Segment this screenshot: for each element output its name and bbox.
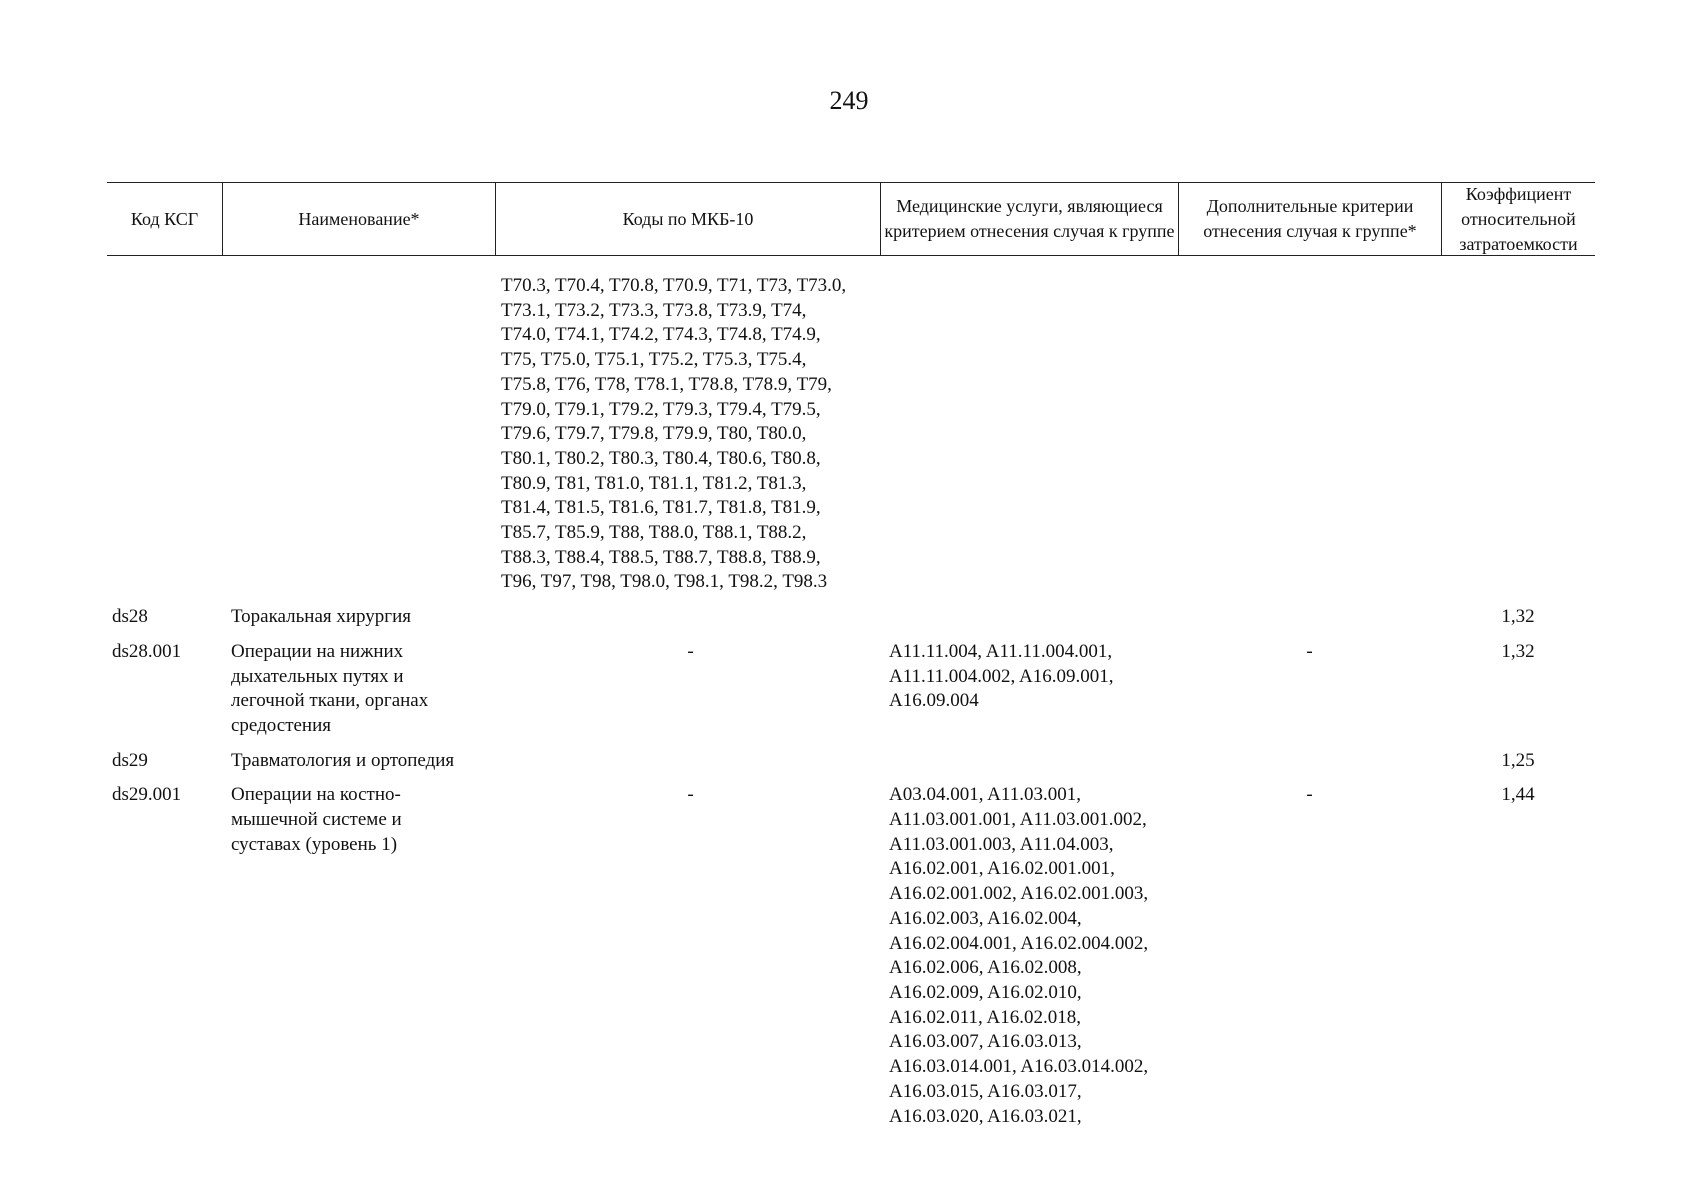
table-header [107,182,1595,256]
icd-codes-line: T80.1, T80.2, T80.3, T80.4, T80.6, T80.8, [501,447,821,469]
medical-services-line: A16.02.004.001, A16.02.004.002, [889,932,1149,954]
additional-criteria: - [1306,784,1313,806]
medical-services-line: A11.03.001.003, A11.04.003, [889,833,1114,855]
table-row [107,274,1595,595]
icd-codes-line: T75, T75.0, T75.1, T75.2, T75.3, T75.4, [501,349,807,371]
medical-services-line: A16.02.003, A16.02.004, [889,907,1082,929]
medical-services [880,274,1178,595]
ksg-name [222,640,495,739]
table-row [107,640,1595,739]
medical-services-line: A11.11.004, A11.11.004.001, [889,640,1113,662]
ksg-name-line: мышечной системе и [231,809,402,831]
coefficient: 1,25 [1501,749,1535,771]
icd-codes: - [687,784,694,806]
ksg-name-line: суставах (уровень 1) [231,833,398,855]
medical-services-line: A16.02.001.002, A16.02.001.003, [889,883,1149,905]
header-name: Наименование* [222,183,495,255]
ksg-table [107,182,1595,1129]
icd-codes-line: T96, T97, T98, T98.0, T98.1, T98.2, T98.3 [501,571,828,593]
medical-services-line: A11.11.004.002, A16.09.001, [889,665,1114,687]
ksg-name-line: Операции на костно- [231,784,401,806]
medical-services-line: A16.03.007, A16.03.013, [889,1031,1082,1053]
ksg-name [222,274,495,595]
icd-codes [495,605,880,630]
icd-codes: - [687,640,694,662]
icd-codes-line: T79.0, T79.1, T79.2, T79.3, T79.4, T79.5, [501,398,821,420]
table-body [107,274,1595,1129]
ksg-name [222,783,495,1129]
medical-services [880,605,1178,630]
medical-services [880,749,1178,774]
icd-codes-line: T74.0, T74.1, T74.2, T74.3, T74.8, T74.9, [501,324,821,346]
medical-services-line: A16.02.006, A16.02.008, [889,957,1082,979]
ksg-name-line: Травматология и ортопедия [231,749,455,771]
header-code: Код КСГ [130,208,199,229]
additional-criteria [1178,274,1441,595]
medical-services [880,640,1178,739]
additional-criteria: - [1306,640,1313,662]
header-coefficient: Коэффициент относительной затратоемкости [1441,183,1595,255]
table-row [107,783,1595,1129]
ksg-name-line: средостения [231,714,332,736]
table-row [107,749,1595,774]
medical-services-line: A16.09.004 [889,690,979,712]
ksg-code: ds29 [112,749,148,771]
ksg-code: ds29.001 [112,784,182,806]
header-icd: Коды по МКБ-10 [495,183,880,255]
medical-services-line: A16.03.015, A16.03.017, [889,1080,1082,1102]
medical-services-line: A11.03.001.001, A11.03.001.002, [889,809,1147,831]
icd-codes-line: T70.3, T70.4, T70.8, T70.9, T71, T73, T73.0, [501,275,847,296]
ksg-code: ds28.001 [112,640,182,662]
coefficient [1441,274,1595,595]
page-number: 249 [829,86,869,115]
medical-services-line: A16.02.011, A16.02.018, [889,1006,1081,1028]
icd-codes-line: T88.3, T88.4, T88.5, T88.7, T88.8, T88.9, [501,546,821,568]
coefficient: 1,44 [1501,784,1535,806]
icd-codes-line: T75.8, T76, T78, T78.1, T78.8, T78.9, T79, [501,373,832,395]
table-row [107,605,1595,630]
icd-codes-line: T85.7, T85.9, T88, T88.0, T88.1, T88.2, [501,522,807,544]
ksg-name-line: Торакальная хирургия [231,606,412,628]
medical-services-line: A16.03.020, A16.03.021, [889,1105,1082,1127]
ksg-name [222,749,495,774]
additional-criteria [1178,605,1441,630]
medical-services [880,783,1178,1129]
ksg-code: ds28 [112,606,148,628]
header-services: Медицинские услуги, являющиеся критерием отнесения случая к группе [880,183,1178,255]
icd-codes-line: T81.4, T81.5, T81.6, T81.7, T81.8, T81.9, [501,497,821,519]
icd-codes-line: T80.9, T81, T81.0, T81.1, T81.2, T81.3, [501,472,807,494]
header-additional: Дополнительные критерии отнесения случая к группе* [1178,183,1441,255]
medical-services-line: A16.02.001, A16.02.001.001, [889,858,1115,880]
medical-services-line: A16.02.009, A16.02.010, [889,981,1082,1003]
ksg-name [222,605,495,630]
ksg-code [107,274,222,595]
ksg-name-line: дыхательных путях и [231,665,404,687]
ksg-name-line: легочной ткани, органах [231,690,429,712]
coefficient: 1,32 [1501,606,1535,628]
coefficient: 1,32 [1501,640,1535,662]
icd-codes [495,749,880,774]
medical-services-line: A03.04.001, A11.03.001, [889,784,1081,806]
ksg-name-line: Операции на нижних [231,640,404,662]
icd-codes-line: T73.1, T73.2, T73.3, T73.8, T73.9, T74, [501,299,807,321]
icd-codes [495,274,880,595]
icd-codes-line: T79.6, T79.7, T79.8, T79.9, T80, T80.0, [501,423,807,445]
additional-criteria [1178,749,1441,774]
medical-services-line: A16.03.014.001, A16.03.014.002, [889,1056,1149,1078]
